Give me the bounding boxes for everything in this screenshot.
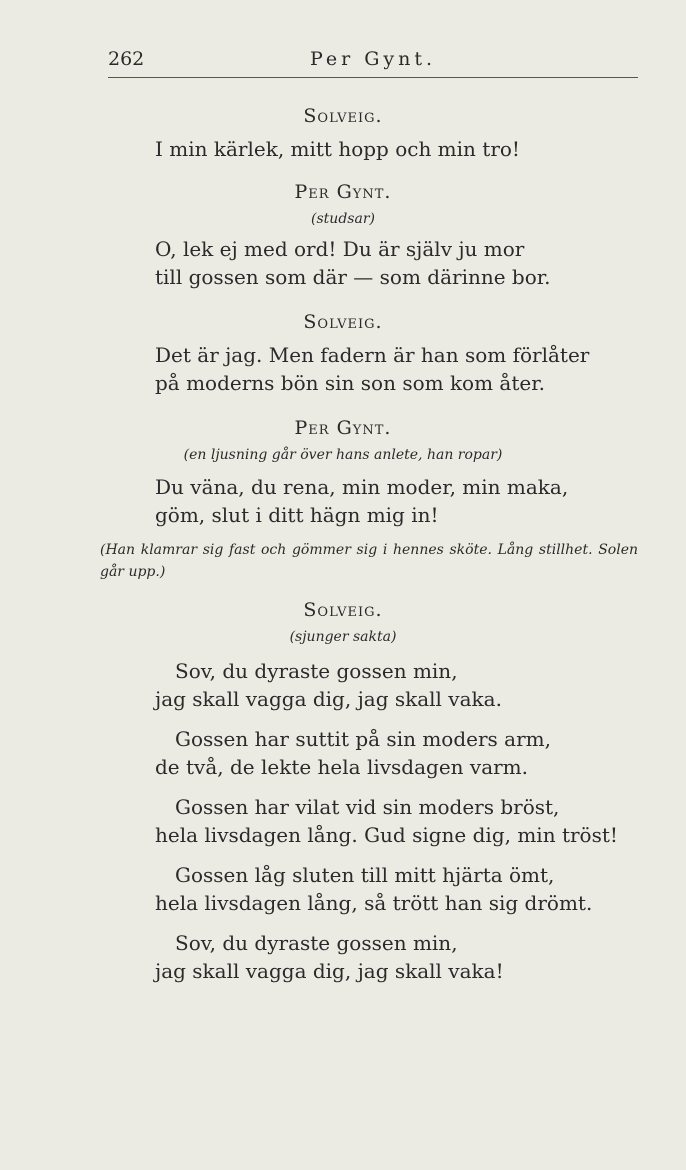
speaker-name: Solveig.: [303, 311, 383, 333]
verse-line: Du väna, du rena, min moder, min maka,: [155, 475, 569, 499]
verse-line: på moderns bön sin son som kom åter.: [155, 371, 545, 395]
verse-line: hela livsdagen lång, så trött han sig drömt.: [155, 891, 593, 915]
verse-line: hela livsdagen lång. Gud signe dig, min tröst!: [155, 823, 618, 847]
verse-line: Gossen har suttit på sin moders arm,: [175, 727, 551, 751]
verse-line: de två, de lekte hela livsdagen varm.: [155, 755, 529, 779]
stage-direction: (sjunger sakta): [289, 629, 397, 645]
verse-line: till gossen som där — som därinne bor.: [155, 265, 551, 289]
song-stanza: [155, 725, 686, 781]
verse-line: jag skall vagga dig, jag skall vaka!: [155, 959, 504, 983]
song-stanza: [155, 861, 686, 917]
header-rule: [108, 77, 638, 78]
verse-line: O, lek ej med ord! Du är själv ju mor: [155, 237, 525, 261]
stage-direction: (studsar): [311, 211, 375, 227]
verse: [155, 473, 686, 529]
page-content: [0, 101, 686, 985]
running-title: Per Gynt.: [309, 48, 437, 70]
song-stanza: [155, 793, 686, 849]
page-number: 262: [108, 48, 145, 70]
verse-line: Det är jag. Men fadern är han som förlåter: [155, 343, 590, 367]
song-stanza: [155, 657, 686, 713]
speaker-name: Solveig.: [303, 599, 383, 621]
verse-line: göm, slut i ditt hägn mig in!: [155, 503, 439, 527]
verse-line: Gossen låg sluten till mitt hjärta ömt,: [175, 863, 555, 887]
verse-line: Sov, du dyraste gossen min,: [175, 659, 458, 683]
song-stanza: [155, 929, 686, 985]
verse-line: jag skall vagga dig, jag skall vaka.: [155, 687, 502, 711]
verse-line: Sov, du dyraste gossen min,: [175, 931, 458, 955]
speaker-name: Solveig.: [303, 105, 383, 127]
verse: [155, 341, 686, 397]
speaker-name: Per Gynt.: [294, 417, 392, 439]
verse-line: Gossen har vilat vid sin moders bröst,: [175, 795, 560, 819]
verse: [155, 235, 686, 291]
verse-line: I min kärlek, mitt hopp och min tro!: [155, 137, 520, 161]
stage-direction-block: (Han klamrar sig fast och gömmer sig i hennes sköte. Lång stillhet. Solen går upp.): [100, 542, 638, 580]
verse: [155, 135, 686, 163]
stage-direction: (en ljusning går över hans anlete, han ropar): [183, 447, 503, 463]
page-header: [108, 48, 638, 78]
speaker-name: Per Gynt.: [294, 181, 392, 203]
